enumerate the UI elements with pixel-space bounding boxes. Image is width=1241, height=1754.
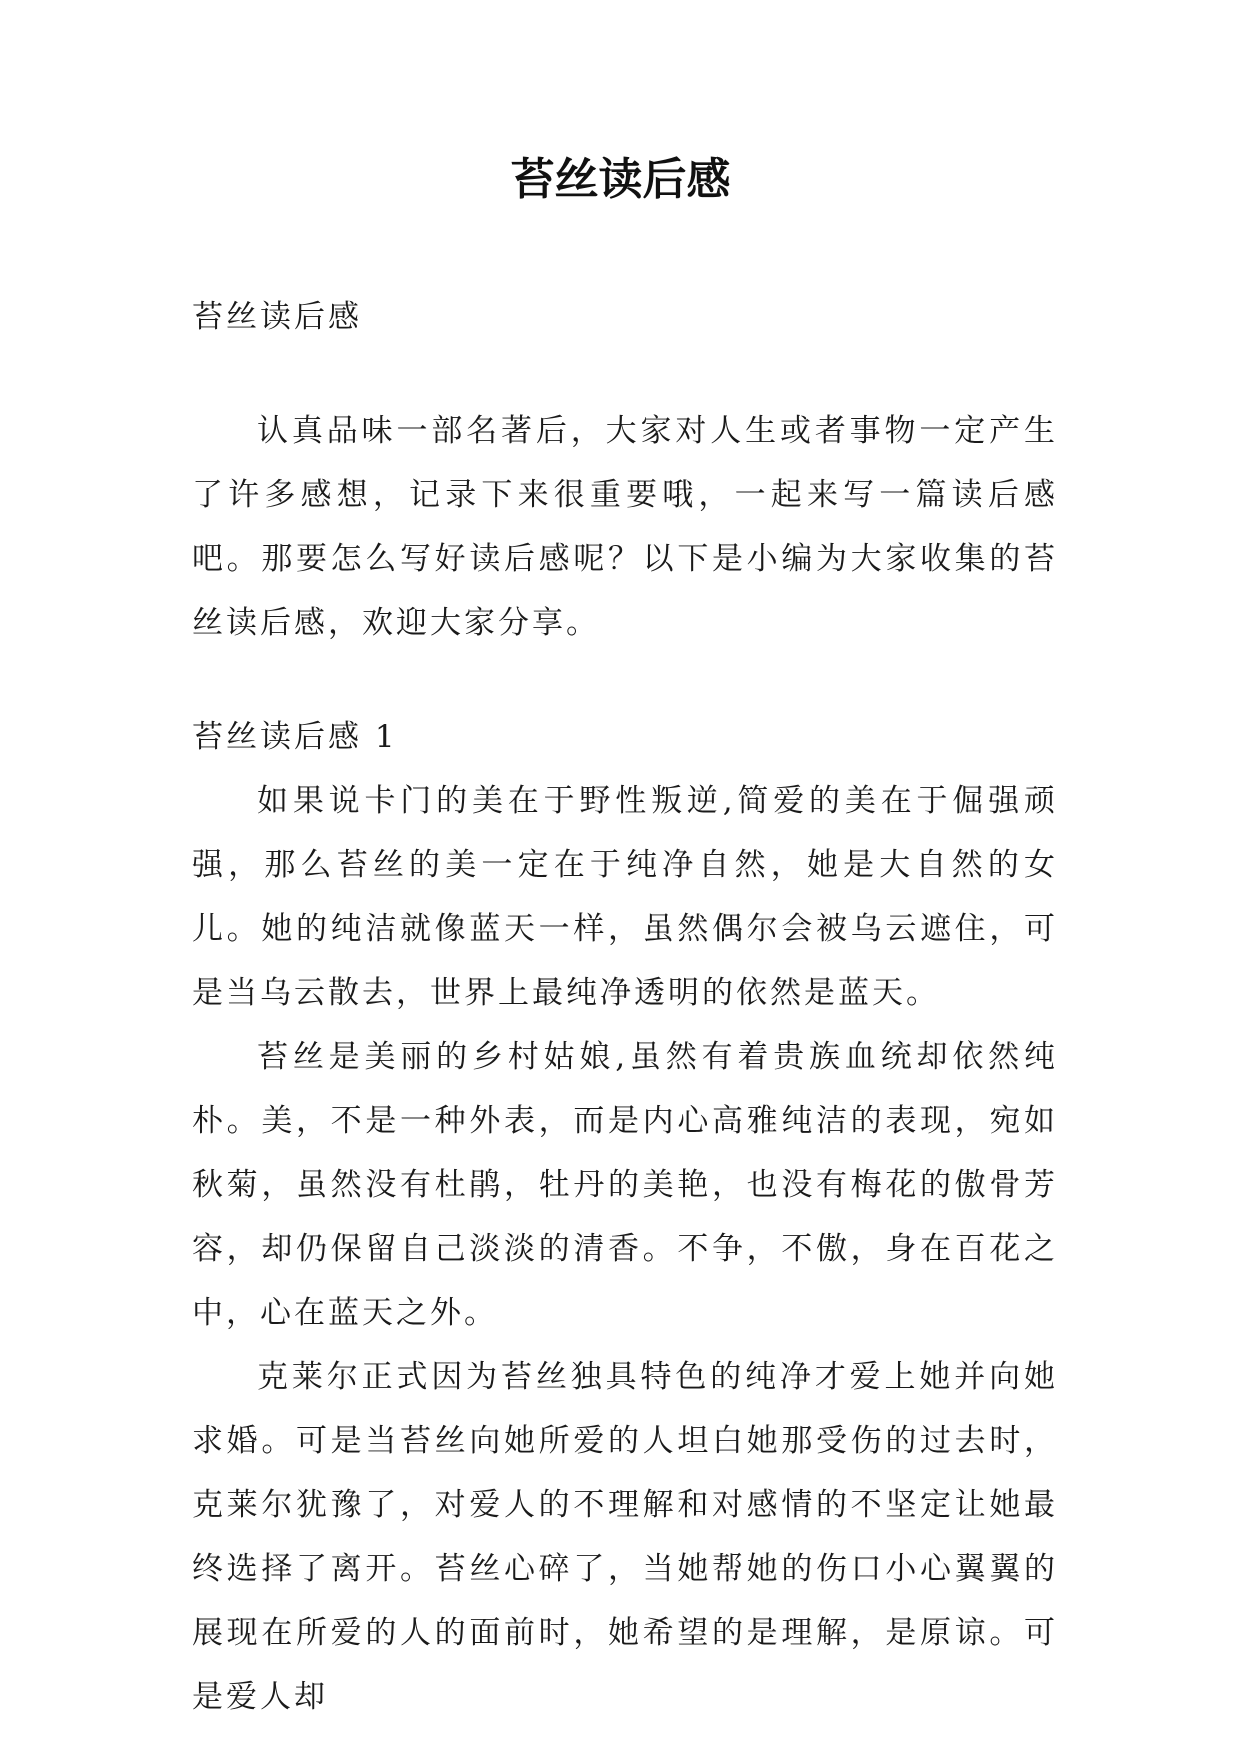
body-paragraph: 苔丝是美丽的乡村姑娘,虽然有着贵族血统却依然纯朴。美，不是一种外表，而是内心高雅纯洁的表现，宛如秋菊，虽然没有杜鹃，牡丹的美艳，也没有梅花的傲骨芳容，却仍保留自己淡淡的清香。不争，不傲，身在百花之中，心在蓝天之外。 [192, 1039, 1058, 1331]
intro-paragraph: 认真品味一部名著后，大家对人生或者事物一定产生了许多感想，记录下来很重要哦，一起来写一篇读后感吧。那要怎么写好读后感呢？以下是小编为大家收集的苔丝读后感，欢迎大家分享。 [192, 413, 1058, 641]
document-subtitle: 苔丝读后感 [192, 299, 362, 335]
body-paragraph: 克莱尔正式因为苔丝独具特色的纯净才爱上她并向她求婚。可是当苔丝向她所爱的人坦白她那受伤的过去时，克莱尔犹豫了，对爱人的不理解和对感情的不坚定让她最终选择了离开。苔丝心碎了，当她帮她的伤口小心翼翼的展现在所爱的人的面前时，她希望的是理解，是原谅。可是爱人却 [192, 1359, 1058, 1715]
section-heading: 苔丝读后感 1 [192, 719, 398, 755]
document-body [192, 285, 1058, 1729]
document-title: 苔丝读后感 [510, 154, 731, 205]
body-paragraph: 如果说卡门的美在于野性叛逆,简爱的美在于倔强顽强，那么苔丝的美一定在于纯净自然，她是大自然的女儿。她的纯洁就像蓝天一样，虽然偶尔会被乌云遮住，可是当乌云散去，世界上最纯净透明的依然是蓝天。 [192, 783, 1058, 1011]
